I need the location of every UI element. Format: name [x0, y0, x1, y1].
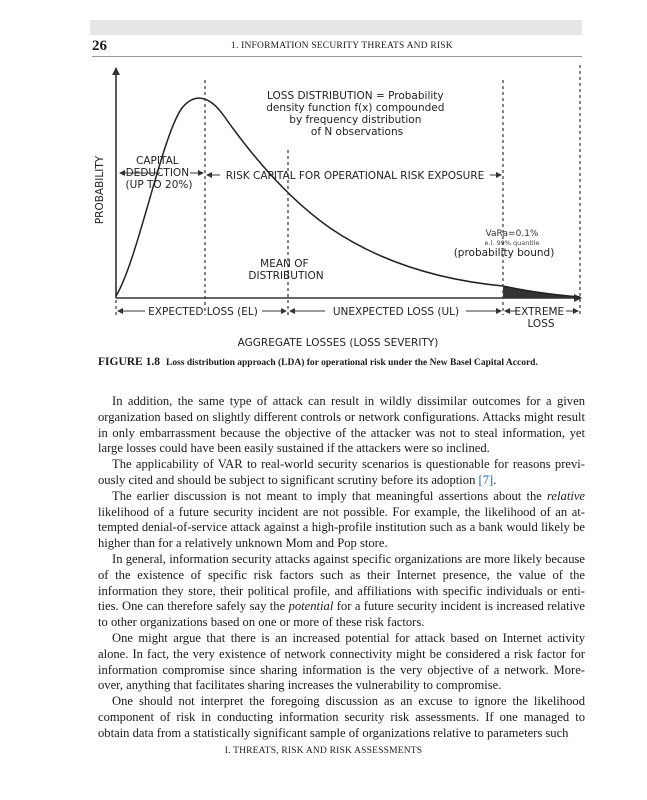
paragraph-3: The earlier discussion is not meant to imply that meaningful assertions about the relative likelihood of a future security incident are not possible. For example, the likelihood of an attempted denial-of-service attack against a high-profile institution such as a bank would likely be higher than for a relatively unknown Mom and Pop store. [98, 488, 585, 551]
page-number: 26 [92, 38, 107, 54]
body-text [98, 394, 585, 742]
loss-distribution-figure [0, 0, 647, 360]
extreme-loss-label: EXTREME LOSS [514, 306, 565, 330]
figure-caption-label: FIGURE 1.8 [98, 356, 160, 368]
expected-loss-label: EXPECTED LOSS (EL) [148, 306, 258, 318]
paragraph-5: One might argue that there is an increased potential for attack based on Internet activity alone. In fact, the very existence of network connectivity might be considered a risk factor for information compromise since sharing information is the very objective of a network. Moreover, anything that facilitates sharing increases the vulnerability to compromise. [98, 630, 585, 693]
page-footer: I. THREATS, RISK AND RISK ASSESSMENTS [224, 746, 423, 756]
x-axis-label: AGGREGATE LOSSES (LOSS SEVERITY) [237, 337, 439, 349]
var-bound: (probability bound) [453, 247, 555, 259]
paragraph-6: One should not interpret the foregoing discussion as an excuse to ignore the likelihood component of risk in conducting information security risk assessments. If one managed to obtain data from a statistically significant sample of organizations relative to parameters such [98, 694, 585, 740]
paragraph-2: The applicability of VAR to real-world security scenarios is questionable for reasons previously cited and should be subject to significant scrutiny before its adoption [7]. [98, 457, 585, 487]
figure-caption [98, 356, 588, 368]
figure-caption-text: Loss distribution approach (LDA) for operational risk under the New Basel Capital Accord. [165, 358, 538, 368]
running-header: 1. INFORMATION SECURITY THREATS AND RISK [231, 41, 453, 51]
mean-label: MEAN OF DISTRIBUTION [248, 258, 324, 282]
capital-deduction-label: CAPITAL DEDUCTION (UP TO 20%) [125, 155, 193, 191]
distribution-label: LOSS DISTRIBUTION = Probability density function f(x) compounded by frequency distribution of N observations [266, 90, 445, 138]
y-axis-label: PROBABILITY [94, 155, 106, 225]
citation-link[interactable]: [7] [478, 472, 494, 487]
var-label: VaRa=0.1% [485, 229, 539, 239]
risk-capital-label: RISK CAPITAL FOR OPERATIONAL RISK EXPOSURE [225, 170, 485, 182]
paragraph-1: In addition, the same type of attack can result in wildly dissimilar outcomes for a given organization based on slightly different controls or network configurations. Attacks might result in only embarrassment because the objective of the attacker was not to steal information, yet large losses could have been easily sustained if the attackers were so inclined. [98, 394, 585, 456]
paragraph-4: In general, information security attacks against specific organizations are more likely because of the existence of specific risk factors such as their Internet presence, the value of the information they store, their political profile, and affiliations with specific individuals or entities. One can therefore safely say the potential for a future security incident is increased relative to other organizations based on one or more of these risk factors. [98, 551, 585, 630]
var-quantile: e.l. 99% quantile [484, 239, 540, 247]
unexpected-loss-label: UNEXPECTED LOSS (UL) [332, 306, 460, 318]
